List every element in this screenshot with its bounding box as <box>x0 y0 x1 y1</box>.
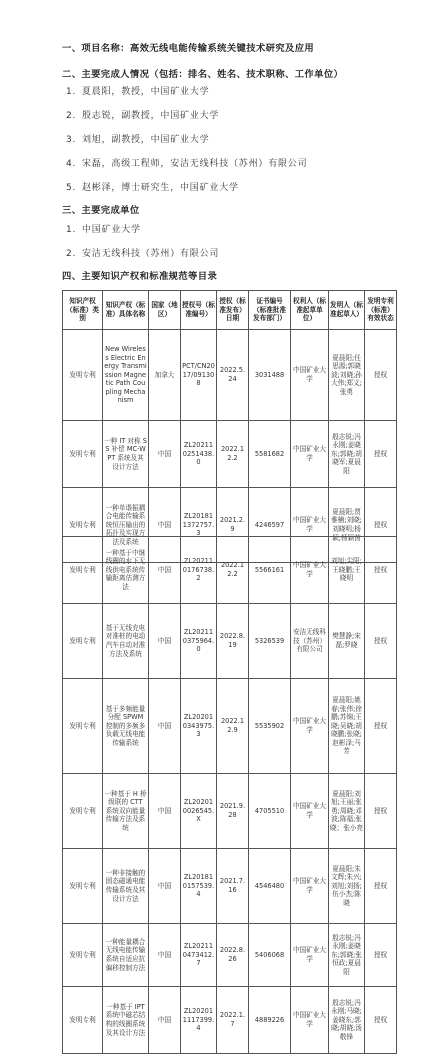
list-item <box>66 180 239 193</box>
table-cell: 中国 <box>149 679 181 774</box>
table-cell: 基于无线充电对准桩的电动汽车自动对准方法及系统 <box>103 604 149 679</box>
table-cell: 2022.8.19 <box>217 604 249 679</box>
list-item-number: 1. <box>66 87 77 97</box>
table-cell: ZL202110176738.2 <box>181 537 217 604</box>
table-cell: 发明专利 <box>63 421 103 488</box>
table-cell: 一种基于中继线圈的水下无线供电系统传输距离估测方法 <box>103 537 149 604</box>
list-item <box>66 108 219 121</box>
table-row <box>63 421 397 488</box>
table-cell: 授权 <box>365 679 397 774</box>
table-cell: 发明专利 <box>63 987 103 1054</box>
table-cell: 中国矿业大学 <box>291 537 329 604</box>
table-cell: 中国 <box>149 849 181 924</box>
table-cell: 夏晨阳;朱文辉;朱兴;刘旭;刘扬;伍小杰;陈晓 <box>329 849 365 924</box>
table-cell: PCT/CN2017/091308 <box>181 330 217 421</box>
table-cell: 夏晨阳;姚春;张伟;徐鹏;苏锦;王晓;吴晓;胡晓鹏;张晓;赵彬泽;马芳 <box>329 679 365 774</box>
table-row <box>63 849 397 924</box>
ip-heading: 四、主要知识产权和标准规范等目录 <box>62 271 218 282</box>
table-cell: 5535902 <box>249 679 291 774</box>
table-cell: New Wireless Electric Energy Transmission Magnetic Path Coupling Mechanism <box>103 330 149 421</box>
list-item-number: 5. <box>66 183 77 193</box>
list-item-number: 2. <box>66 249 77 259</box>
table-header-cell: 授权号（标准编号） <box>181 291 217 330</box>
table-cell: 授权 <box>365 849 397 924</box>
table-cell: 授权 <box>365 774 397 849</box>
units-heading: 三、主要完成单位 <box>62 205 140 216</box>
table-cell: 2021.7.16 <box>217 849 249 924</box>
table-row <box>63 987 397 1054</box>
table-header-cell: 发明人（标准起草人） <box>329 291 365 330</box>
table-cell: 一种非接触的固态磁通电能传输系统及其设计方法 <box>103 849 149 924</box>
table-cell: 一种基于 IPT 系统中磁芯结构的线圈系统及其设计方法 <box>103 987 149 1054</box>
table-cell: 中国 <box>149 488 181 563</box>
table-cell: 一种单谐振耦合电能传输系统恒压输出的拓扑及实现方法及系统 <box>103 488 149 563</box>
table-cell: 授权 <box>365 604 397 679</box>
table-cell: 一种能量耦合无线电能传输系统自适应抗偏移控制方法 <box>103 924 149 987</box>
table-cell: ZL202110251438.0 <box>181 421 217 488</box>
list-item-text: 刘旭，副教授，中国矿业大学 <box>82 135 210 145</box>
table-header-cell: 授权（标准发布）日期 <box>217 291 249 330</box>
table-cell: 夏晨阳;任思源;郭晓波;刘晓;孙大伟;郑义;张勇 <box>329 330 365 421</box>
ip-table-part-1 <box>62 290 397 563</box>
list-item-text: 殷志锐，副教授，中国矿业大学 <box>82 111 220 121</box>
table-cell: 2022.1.7 <box>217 987 249 1054</box>
list-item <box>66 222 141 235</box>
table-cell: 发明专利 <box>63 330 103 421</box>
table-cell: 加拿大 <box>149 330 181 421</box>
list-item <box>66 132 209 145</box>
table-cell: 中国矿业大学 <box>291 421 329 488</box>
table-cell: 发明专利 <box>63 679 103 774</box>
table-cell: 中国 <box>149 987 181 1054</box>
table-row <box>63 679 397 774</box>
list-item-text: 宋磊，高级工程师，安洁无线科技（苏州）有限公司 <box>82 159 308 169</box>
table-cell: 安洁无线科技（苏州）有限公司 <box>291 604 329 679</box>
table-cell: 2022.5.24 <box>217 330 249 421</box>
table-cell: 殷志锐;冯永刚;姜晓东;郭晓;胡晓军;夏晨阳 <box>329 421 365 488</box>
table-cell: 中国 <box>149 604 181 679</box>
table-header-cell: 发明专利（标准）有效状态 <box>365 291 397 330</box>
list-item-number: 3. <box>66 135 77 145</box>
table-cell: 5566161 <box>249 537 291 604</box>
table-cell: 中国矿业大学 <box>291 330 329 421</box>
table-cell: 2021.9.28 <box>217 774 249 849</box>
table-cell: 中国矿业大学 <box>291 987 329 1054</box>
table-cell: 授权 <box>365 987 397 1054</box>
table-row <box>63 924 397 987</box>
project-name: 一、项目名称：高效无线电能传输系统关键技术研究及应用 <box>62 43 315 54</box>
table-row <box>63 774 397 849</box>
table-cell: 中国矿业大学 <box>291 849 329 924</box>
table-cell: 授权 <box>365 924 397 987</box>
table-cell: 4889226 <box>249 987 291 1054</box>
table-cell: 3031488 <box>249 330 291 421</box>
table-cell: 授权 <box>365 537 397 604</box>
table-row <box>63 330 397 421</box>
ip-table-part-2 <box>62 536 397 1054</box>
table-row <box>63 604 397 679</box>
table-header-cell: 权利人（标准起草单位） <box>291 291 329 330</box>
table-header-cell: 证书编号（标准批准发布部门） <box>249 291 291 330</box>
table-cell: 4705510 <box>249 774 291 849</box>
table-header-cell: 知识产权（标准）具体名称 <box>103 291 149 330</box>
table-cell: 2022.12.9 <box>217 679 249 774</box>
table-cell: 中国 <box>149 924 181 987</box>
table-header-cell: 知识产权（标准）类别 <box>63 291 103 330</box>
table-cell: ZL202010026545.X <box>181 774 217 849</box>
table-row <box>63 537 397 604</box>
table-cell: 中国 <box>149 774 181 849</box>
table-cell: 5406068 <box>249 924 291 987</box>
list-item <box>66 156 307 169</box>
table-cell: 2022.8.26 <box>217 924 249 987</box>
list-item <box>66 84 209 97</box>
table-cell: 发明专利 <box>63 537 103 604</box>
list-item-number: 1. <box>66 225 77 235</box>
completers-heading: 二、主要完成人情况（包括：排名、姓名、技术职称、工作单位） <box>62 69 344 80</box>
table-cell: 4546480 <box>249 849 291 924</box>
table-cell: 基于多频能量分配 SPWM 控制的多频多负载无线电能传输系统 <box>103 679 149 774</box>
list-item-text: 中国矿业大学 <box>82 225 141 235</box>
table-cell: 发明专利 <box>63 924 103 987</box>
table-cell: 夏晨阳;刘旭;王丽;张勇;周晓;邓波;陈福;张晓；张小亮 <box>329 774 365 849</box>
list-item-text: 安洁无线科技（苏州）有限公司 <box>82 249 220 259</box>
list-item-number: 2. <box>66 111 77 121</box>
table-cell: 发明专利 <box>63 774 103 849</box>
table-cell: 刘旭;尖阳;王晓鹏;王晓明 <box>329 537 365 604</box>
table-cell: 中国 <box>149 537 181 604</box>
table-cell: 樊慧静;宋磊;罗晓 <box>329 604 365 679</box>
table-cell: ZL202010343975.3 <box>181 679 217 774</box>
table-cell: 发明专利 <box>63 488 103 563</box>
table-cell: 中国矿业大学 <box>291 924 329 987</box>
table-cell: 发明专利 <box>63 604 103 679</box>
table-cell: 5326539 <box>249 604 291 679</box>
list-item-text: 赵彬泽，博士研究生，中国矿业大学 <box>82 183 239 193</box>
table-header-cell: 国家（地区） <box>149 291 181 330</box>
table-cell: 殷志锐;冯永刚;姜晓东;郭晓;张恒政;夏晨阳 <box>329 924 365 987</box>
list-item-number: 4. <box>66 159 77 169</box>
table-cell: 中国矿业大学 <box>291 488 329 563</box>
table-cell: 2022.12.2 <box>217 537 249 604</box>
table-cell: 授权 <box>365 330 397 421</box>
table-cell: 殷志锐;冯永刚;马晓;姜晓东;郭晓;胡晓;汤敬锋 <box>329 987 365 1054</box>
table-cell: ZL202110375964.0 <box>181 604 217 679</box>
table-cell: 发明专利 <box>63 849 103 924</box>
table-cell: 一种 IT 对称 SS 补偿 MC-WPT 系统及其设计方法 <box>103 421 149 488</box>
table-cell: 授权 <box>365 421 397 488</box>
table-cell: ZL202110473412.7 <box>181 924 217 987</box>
table-cell: 中国矿业大学 <box>291 679 329 774</box>
table-cell: 中国 <box>149 421 181 488</box>
table-header-row <box>63 291 397 330</box>
table-cell: ZL201811372757.3 <box>181 488 217 563</box>
table-cell: 5581682 <box>249 421 291 488</box>
table-cell: 夏晨阳;贾雅楠;刘晓;刘晓明;杨颖;杨颖茵 <box>329 488 365 563</box>
table-cell: 4246597 <box>249 488 291 563</box>
table-cell: 2022.12.2 <box>217 421 249 488</box>
table-cell: 授权 <box>365 488 397 563</box>
list-item-text: 夏晨阳，教授，中国矿业大学 <box>82 87 210 97</box>
table-cell: ZL201810157539.4 <box>181 849 217 924</box>
table-cell: ZL202011117399.4 <box>181 987 217 1054</box>
table-cell: 中国矿业大学 <box>291 774 329 849</box>
list-item <box>66 246 219 259</box>
table-cell: 一种基于 H 桥级联的 CTT 系统双向能量传输方法及系统 <box>103 774 149 849</box>
table-cell: 2021.2.9 <box>217 488 249 563</box>
